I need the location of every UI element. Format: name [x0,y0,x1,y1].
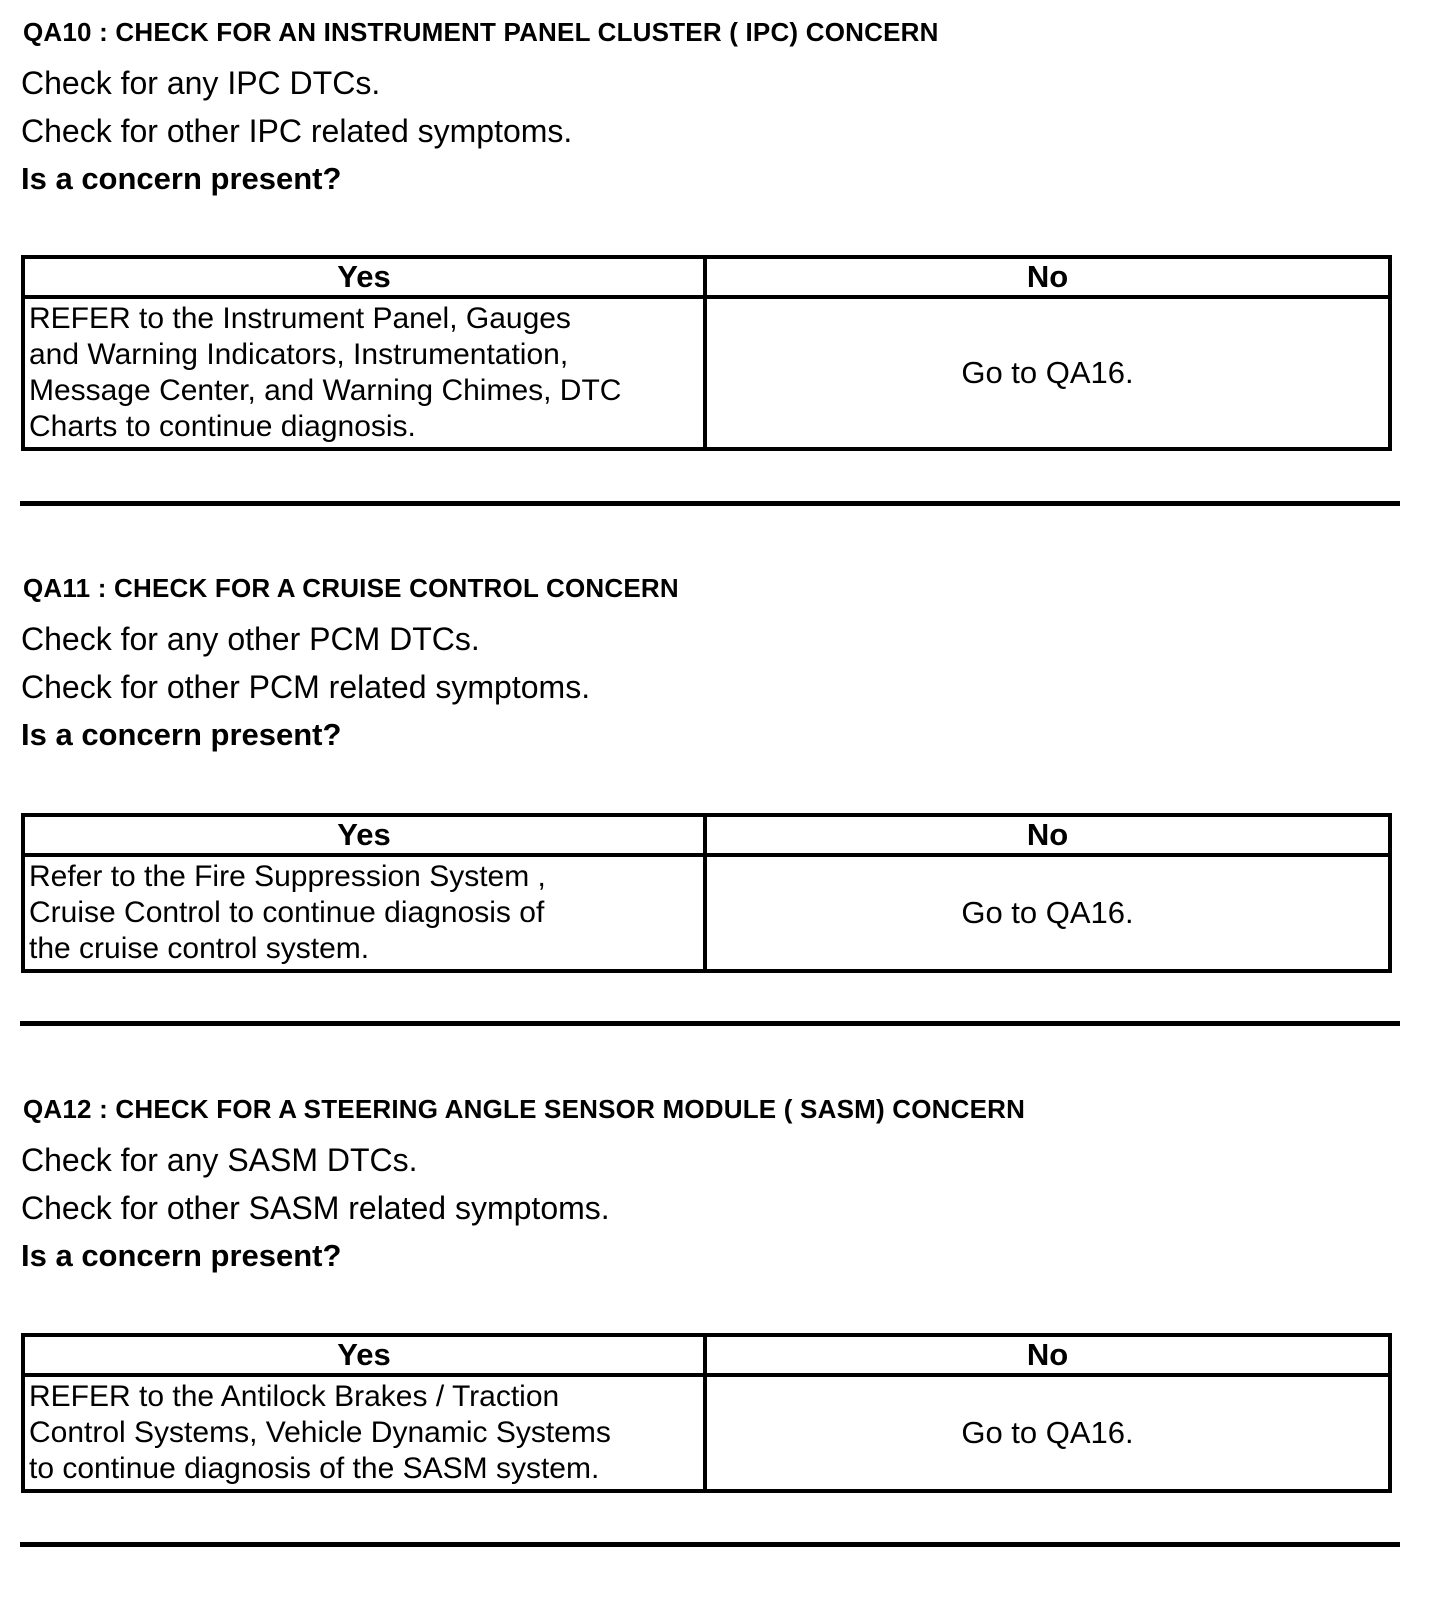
no-cell: Go to QA16. [705,1375,1390,1491]
yes-cell [23,855,705,971]
check-line-2: Check for other IPC related symptoms. [21,113,573,149]
yes-text-line: REFER to the Antilock Brakes / Traction [29,1380,560,1413]
no-cell: Go to QA16. [705,297,1390,449]
section-heading: QA11 : CHECK FOR A CRUISE CONTROL CONCERN [23,573,679,603]
check-line-2: Check for other PCM related symptoms. [21,669,591,705]
section-divider [20,1542,1400,1547]
yes-text-line: to continue diagnosis of the SASM system. [29,1452,600,1485]
section-divider [20,501,1400,506]
yes-text-line: Charts to continue diagnosis. [29,410,416,443]
section-divider [20,1021,1400,1026]
yes-text-line: REFER to the Instrument Panel, Gauges [29,302,571,335]
yes-text-line: and Warning Indicators, Instrumentation, [29,338,569,371]
question: Is a concern present? [21,1238,342,1273]
no-cell: Go to QA16. [705,855,1390,971]
yes-header: Yes [23,1335,705,1375]
yes-text-line: Message Center, and Warning Chimes, DTC [29,374,622,407]
yes-header: Yes [23,815,705,855]
section-heading: QA12 : CHECK FOR A STEERING ANGLE SENSOR MODULE ( SASM) CONCERN [23,1094,1026,1124]
check-line-1: Check for any IPC DTCs. [21,65,381,101]
yes-text-line: Control Systems, Vehicle Dynamic Systems [29,1416,611,1449]
decision-table [21,255,1392,451]
decision-table [21,1333,1392,1493]
no-header: No [705,1335,1390,1375]
check-line-1: Check for any SASM DTCs. [21,1142,418,1178]
yes-cell [23,1375,705,1491]
yes-text-line: Cruise Control to continue diagnosis of [29,896,545,929]
question: Is a concern present? [21,717,342,752]
section-qa12 [0,1077,1440,1597]
question: Is a concern present? [21,161,342,196]
check-line-1: Check for any other PCM DTCs. [21,621,480,657]
no-header: No [705,815,1390,855]
section-heading: QA10 : CHECK FOR AN INSTRUMENT PANEL CLUSTER ( IPC) CONCERN [23,17,939,47]
no-header: No [705,257,1390,297]
yes-cell [23,297,705,449]
decision-table [21,813,1392,973]
yes-text-line: Refer to the Fire Suppression System , [29,860,546,893]
check-line-2: Check for other SASM related symptoms. [21,1190,610,1226]
yes-text-line: the cruise control system. [29,932,370,965]
section-qa11 [0,556,1440,1076]
section-qa10 [0,0,1440,520]
yes-header: Yes [23,257,705,297]
